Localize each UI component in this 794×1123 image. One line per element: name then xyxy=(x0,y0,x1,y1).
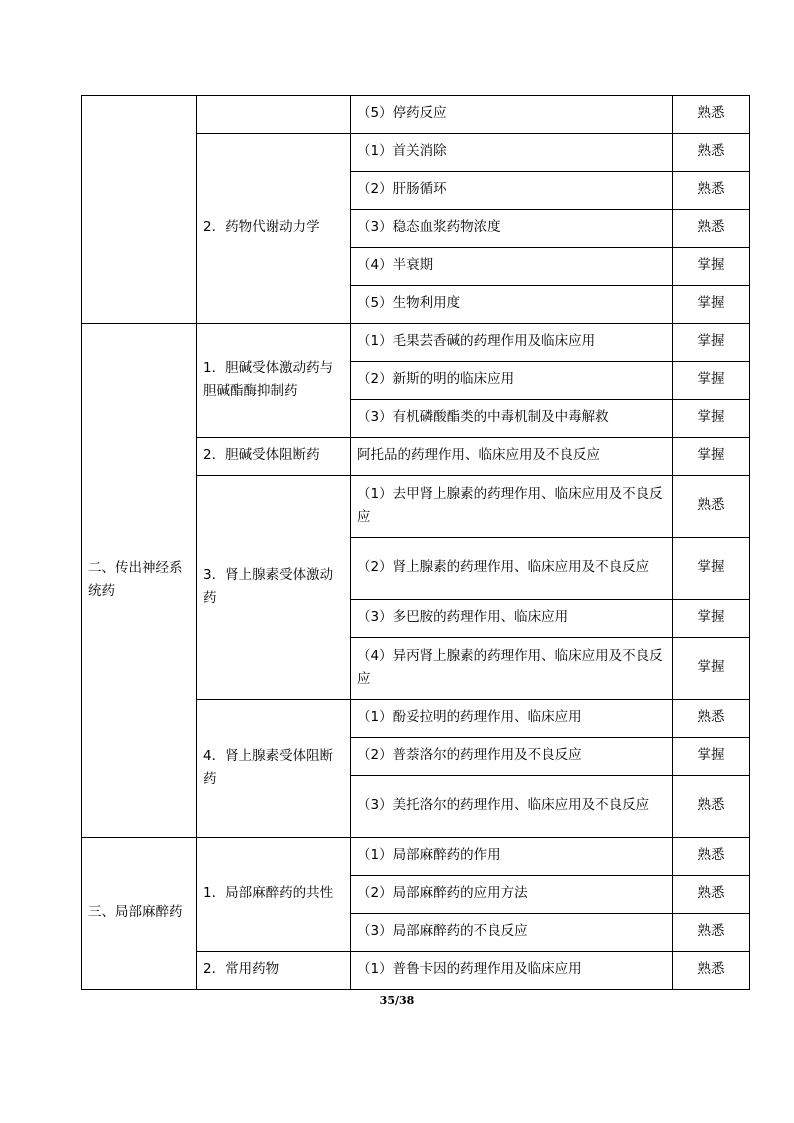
section-cell: 4．肾上腺素受体阻断药 xyxy=(197,700,351,838)
level-cell: 熟悉 xyxy=(673,776,750,838)
level-cell: 熟悉 xyxy=(673,134,750,172)
subtopic-cell: （3）有机磷酸酯类的中毒机制及中毒解救 xyxy=(351,400,673,438)
level-cell: 掌握 xyxy=(673,600,750,638)
subtopic-cell: （1）毛果芸香碱的药理作用及临床应用 xyxy=(351,324,673,362)
level-cell: 熟悉 xyxy=(673,838,750,876)
unit-cell-continued xyxy=(82,96,197,324)
level-cell: 熟悉 xyxy=(673,700,750,738)
section-cell: 3．肾上腺素受体激动药 xyxy=(197,476,351,700)
subtopic-cell: （4）异丙肾上腺素的药理作用、临床应用及不良反应 xyxy=(351,638,673,700)
subtopic-cell: （2）肝肠循环 xyxy=(351,172,673,210)
subtopic-cell: （5）停药反应 xyxy=(351,96,673,134)
table-row xyxy=(82,838,750,876)
section-cell: 1．局部麻醉药的共性 xyxy=(197,838,351,952)
subtopic-cell: （3）美托洛尔的药理作用、临床应用及不良反应 xyxy=(351,776,673,838)
subtopic-cell: （1）普鲁卡因的药理作用及临床应用 xyxy=(351,952,673,990)
table-row xyxy=(82,96,750,134)
level-cell: 掌握 xyxy=(673,400,750,438)
subtopic-cell: （2）普萘洛尔的药理作用及不良反应 xyxy=(351,738,673,776)
section-cell-continued xyxy=(197,96,351,134)
level-cell: 掌握 xyxy=(673,286,750,324)
unit-cell: 二、传出神经系统药 xyxy=(82,324,197,838)
subtopic-cell: （3）局部麻醉药的不良反应 xyxy=(351,914,673,952)
level-cell: 熟悉 xyxy=(673,876,750,914)
subtopic-cell: （5）生物利用度 xyxy=(351,286,673,324)
level-cell: 掌握 xyxy=(673,538,750,600)
section-cell: 2．药物代谢动力学 xyxy=(197,134,351,324)
subtopic-cell: （3）稳态血浆药物浓度 xyxy=(351,210,673,248)
subtopic-cell: （1）酚妥拉明的药理作用、临床应用 xyxy=(351,700,673,738)
subtopic-cell: （2）肾上腺素的药理作用、临床应用及不良反应 xyxy=(351,538,673,600)
syllabus-table xyxy=(81,95,750,990)
level-cell: 熟悉 xyxy=(673,476,750,538)
section-cell: 2．常用药物 xyxy=(197,952,351,990)
unit-cell: 三、局部麻醉药 xyxy=(82,838,197,990)
level-cell: 掌握 xyxy=(673,248,750,286)
section-cell: 2．胆碱受体阻断药 xyxy=(197,438,351,476)
subtopic-cell: （1）首关消除 xyxy=(351,134,673,172)
level-cell: 熟悉 xyxy=(673,172,750,210)
table-row xyxy=(82,324,750,362)
level-cell: 熟悉 xyxy=(673,914,750,952)
level-cell: 掌握 xyxy=(673,638,750,700)
level-cell: 掌握 xyxy=(673,362,750,400)
level-cell: 熟悉 xyxy=(673,96,750,134)
subtopic-cell: 阿托品的药理作用、临床应用及不良反应 xyxy=(351,438,673,476)
level-cell: 掌握 xyxy=(673,438,750,476)
level-cell: 熟悉 xyxy=(673,952,750,990)
level-cell: 掌握 xyxy=(673,324,750,362)
subtopic-cell: （3）多巴胺的药理作用、临床应用 xyxy=(351,600,673,638)
subtopic-cell: （4）半衰期 xyxy=(351,248,673,286)
subtopic-cell: （2）新斯的明的临床应用 xyxy=(351,362,673,400)
page-number: 35/38 xyxy=(379,994,415,1007)
subtopic-cell: （1）局部麻醉药的作用 xyxy=(351,838,673,876)
subtopic-cell: （2）局部麻醉药的应用方法 xyxy=(351,876,673,914)
level-cell: 熟悉 xyxy=(673,210,750,248)
level-cell: 掌握 xyxy=(673,738,750,776)
section-cell: 1．胆碱受体激动药与胆碱酯酶抑制药 xyxy=(197,324,351,438)
subtopic-cell: （1）去甲肾上腺素的药理作用、临床应用及不良反应 xyxy=(351,476,673,538)
